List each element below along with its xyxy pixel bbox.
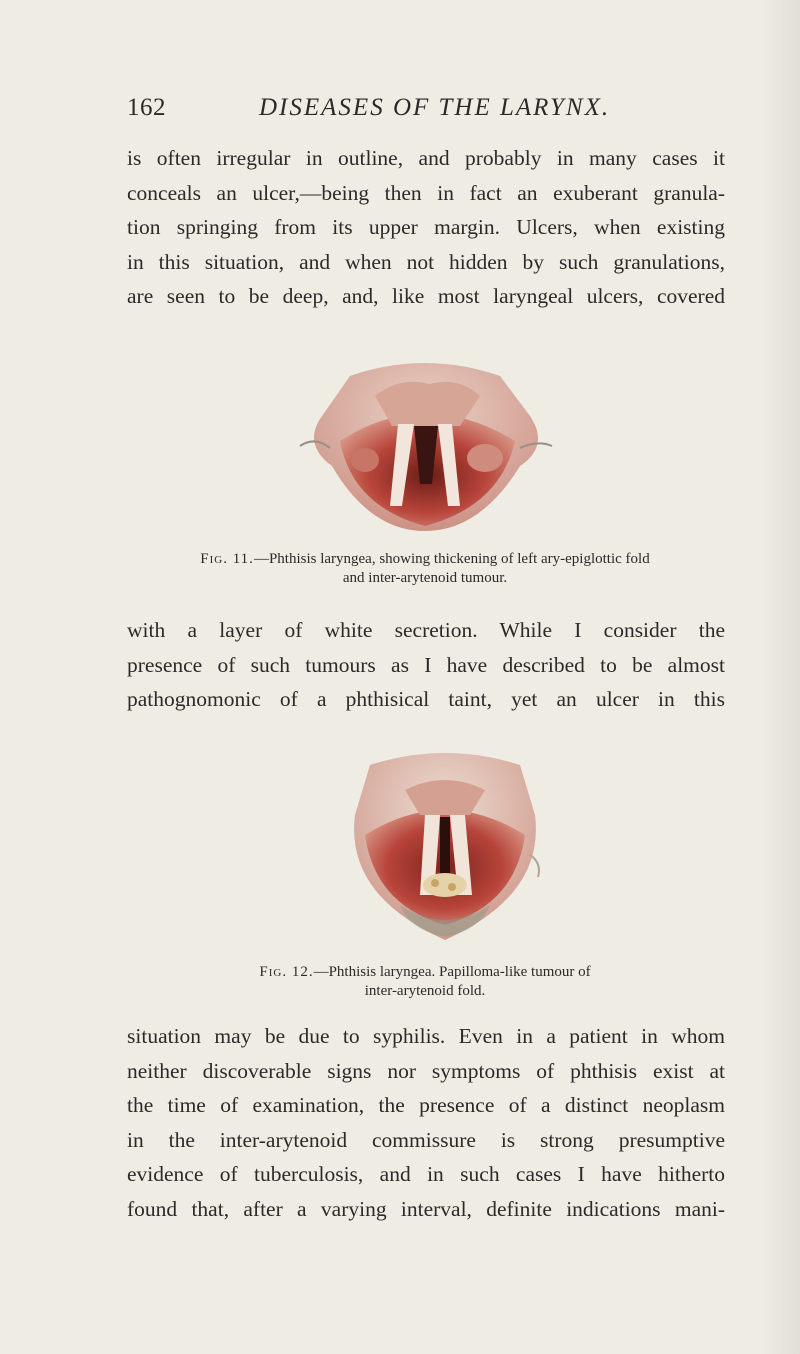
- text-line: in the inter-arytenoid commissure is strong presumptive: [127, 1127, 725, 1152]
- text-line: is often irregular in outline, and probably in many cases it: [127, 146, 725, 170]
- larynx-illustration-11: [280, 356, 570, 538]
- figure-11-caption: [180, 550, 670, 588]
- page-number: 162: [127, 94, 166, 121]
- paragraph-3: [127, 1019, 725, 1226]
- page-edge-shadow: [760, 0, 800, 1354]
- caption-text: —Phthisis laryngea. Papilloma-like tumour of: [313, 964, 591, 980]
- text-line: found that, after a varying interval, definite indications mani-: [127, 1196, 725, 1221]
- larynx-illustration-12: [330, 745, 560, 945]
- text-line: presence of such tumours as I have described to be almost: [127, 652, 725, 677]
- text-line: are seen to be deep, and, like most laryngeal ulcers, covered: [127, 284, 725, 308]
- text-line: neither discoverable signs nor symptoms of phthisis exist at: [127, 1058, 725, 1083]
- caption-text: inter-arytenoid fold.: [364, 983, 486, 999]
- text-line: in this situation, and when not hidden by such granulations,: [127, 249, 725, 274]
- paragraph-1: [127, 141, 725, 314]
- figure-11-illustration: [280, 356, 570, 538]
- text-line: evidence of tuberculosis, and in such cases I have hitherto: [127, 1162, 725, 1186]
- figure-label: Fig. 11.: [200, 551, 254, 567]
- text-line: with a layer of white secretion. While I consider the: [127, 618, 725, 642]
- text-line: the time of examination, the presence of a distinct neoplasm: [127, 1093, 725, 1117]
- figure-12-illustration: [330, 745, 560, 945]
- text-line: situation may be due to syphilis. Even in a patient in whom: [127, 1024, 725, 1048]
- text-line: pathognomonic of a phthisical taint, yet an ulcer in this: [127, 687, 725, 711]
- figure-label: Fig. 12.: [259, 964, 314, 980]
- text-line: conceals an ulcer,—being then in fact an exuberant granula-: [127, 180, 725, 205]
- text-line: tion springing from its upper margin. Ulcers, when existing: [127, 215, 725, 239]
- figure-12-caption: [180, 963, 670, 1001]
- caption-text: and inter-arytenoid tumour.: [342, 570, 508, 586]
- caption-text: —Phthisis laryngea, showing thickening of left ary-epiglottic fold: [253, 551, 650, 567]
- paragraph-2: [127, 613, 725, 717]
- page-header: [127, 94, 725, 130]
- running-title: DISEASES OF THE LARYNX.: [259, 94, 611, 121]
